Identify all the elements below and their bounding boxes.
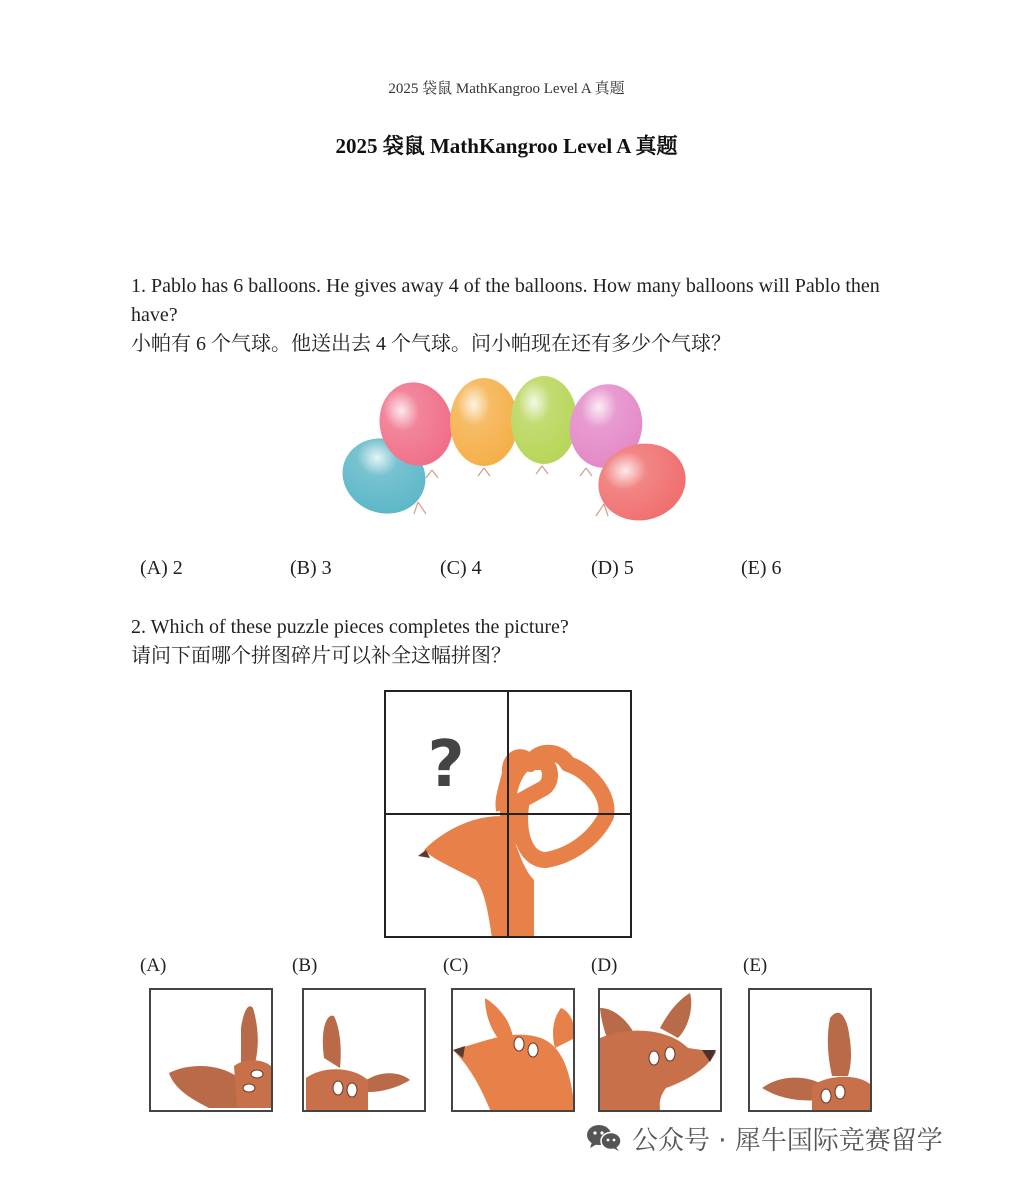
footer-watermark [586, 1118, 943, 1158]
piece-label-a: (A) [140, 955, 167, 976]
piece-label-e: (E) [743, 955, 768, 976]
option-d[interactable]: (D) 5 [591, 557, 634, 579]
option-a[interactable]: (A) 2 [140, 557, 183, 579]
balloons-figure [336, 374, 692, 530]
puzzle-piece-b[interactable] [302, 988, 426, 1112]
puzzle-piece-c[interactable] [451, 988, 575, 1112]
puzzle-piece-e[interactable] [748, 988, 872, 1112]
running-head: 2025 袋鼠 MathKangroo Level A 真题 [388, 81, 625, 97]
question-1-text-en: 1. Pablo has 6 balloons. He gives away 4 of the balloons. How many balloons will Pablo then have? [131, 275, 880, 326]
balloon-orange [450, 378, 518, 466]
question-2-text-en: 2. Which of these puzzle pieces completes the picture? [131, 616, 569, 638]
svg-text:?: ? [427, 728, 465, 802]
footer-text: 公众号 · 犀牛国际竞赛留学 [632, 1125, 943, 1156]
piece-label-b: (B) [292, 955, 318, 976]
option-c[interactable]: (C) 4 [440, 557, 482, 579]
puzzle-figure [384, 690, 632, 938]
option-e[interactable]: (E) 6 [741, 557, 782, 579]
page-title: 2025 袋鼠 MathKangroo Level A 真题 [335, 134, 678, 158]
piece-label-d: (D) [591, 955, 618, 976]
wechat-icon [586, 1123, 622, 1153]
option-b[interactable]: (B) 3 [290, 557, 332, 579]
piece-label-c: (C) [443, 955, 469, 976]
puzzle-piece-d[interactable] [598, 988, 722, 1112]
question-1-text-zh: 小帕有 6 个气球。他送出去 4 个气球。问小帕现在还有多少个气球？ [131, 333, 731, 355]
question-2-text-zh: 请问下面哪个拼图碎片可以补全这幅拼图？ [131, 645, 511, 667]
balloon-green [511, 376, 577, 464]
question-1-options [140, 557, 840, 587]
puzzle-piece-a[interactable] [149, 988, 273, 1112]
